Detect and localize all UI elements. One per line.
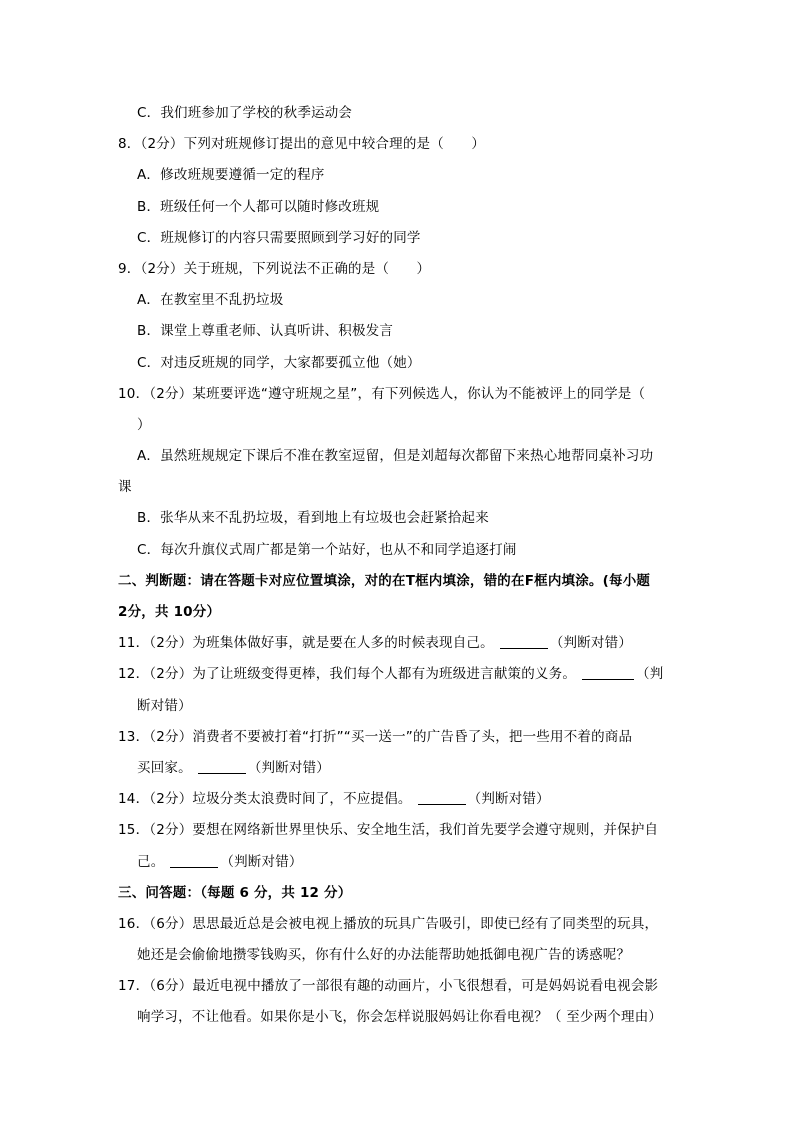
q10-stem: 10．（2分）某班要评选“遵守班规之星”，有下列候选人，你认为不能被评上的同学是（ xyxy=(118,385,646,402)
section3-heading: 三、问答题：（每题 6 分，共 12 分） xyxy=(118,884,352,901)
q14-suffix: （判断对错） xyxy=(467,791,550,808)
q13-continued xyxy=(118,753,680,784)
q10-option-c: C．每次升旗仪式周广都是第一个站好，也从不和同学追逐打闹 xyxy=(137,541,517,558)
q14-stem: 14．（2分）垃圾分类太浪费时间了，不应提倡。 xyxy=(118,791,412,808)
q13-answer-blank[interactable] xyxy=(198,759,246,774)
q14-answer-blank[interactable] xyxy=(418,790,466,805)
q14 xyxy=(118,784,680,815)
q15-continued xyxy=(118,847,680,878)
q10-option-a: A．虽然班规规定下课后不准在教室逗留，但是刘超每次都留下来热心地帮同桌补习功 xyxy=(137,448,654,465)
q11-suffix: （判断对错） xyxy=(549,635,633,652)
q16-stem-continued: 她还是会偷偷地攒零钱购买，你有什么好的办法能帮助她抵御电视广告的诱惑呢？ xyxy=(137,947,631,964)
section2-heading-continued: 2分，共 10分） xyxy=(118,604,221,620)
q8-option-a: A．修改班规要遵循一定的程序 xyxy=(137,167,325,184)
q10-option-a-continued: 课 xyxy=(118,479,132,496)
q8-option-c: C．班规修订的内容只需要照顾到学习好的同学 xyxy=(137,229,421,246)
q11-answer-blank[interactable] xyxy=(500,634,548,649)
q8-stem: 8．（2分）下列对班规修订提出的意见中较合理的是（ ） xyxy=(118,136,486,153)
q15-stem: 15．（2分）要想在网络新世界里快乐、安全地生活，我们首先要学会遵守规则，并保护自 xyxy=(118,822,659,839)
q10-option-b: B．张华从来不乱扔垃圾，看到地上有垃圾也会赶紧拾起来 xyxy=(137,510,489,527)
q9-option-c: C．对违反班规的同学，大家都要孤立他（她） xyxy=(137,354,421,371)
q7-option-c: C．我们班参加了学校的秋季运动会 xyxy=(137,105,353,121)
q12 xyxy=(118,659,680,690)
q11-stem: 11．（2分）为班集体做好事，就是要在人多的时候表现自己。 xyxy=(118,635,494,652)
q12-suffix: （判 xyxy=(636,666,664,683)
q8-option-b: B．班级任何一个人都可以随时修改班规 xyxy=(137,198,380,215)
q17-stem-continued: 响学习，不让他看。如果你是小飞，你会怎样说服妈妈让你看电视？（ 至少两个理由） xyxy=(137,1009,663,1026)
q15-answer-blank[interactable] xyxy=(170,853,218,868)
q13-suffix: （判断对错） xyxy=(247,759,331,776)
q12-stem: 12．（2分）为了让班级变得更棒，我们每个人都有为班级进言献策的义务。 xyxy=(118,666,577,683)
q13-stem: 13．（2分）消费者不要被打着“打折”“买一送一”的广告昏了头，把一些用不着的商品 xyxy=(118,728,633,745)
q9-option-b: B．课堂上尊重老师、认真听讲、积极发言 xyxy=(137,323,394,340)
section2-heading: 二、判断题：请在答题卡对应位置填涂，对的在T框内填涂，错的在F框内填涂。(每小题 xyxy=(118,572,651,589)
q12-suffix-continued: 断对错） xyxy=(137,697,192,714)
q13-stem-continued: 买回家。 xyxy=(137,759,192,776)
q9-stem: 9．（2分）关于班规，下列说法不正确的是（ ） xyxy=(118,260,431,277)
q10-stem-continued: ） xyxy=(137,416,151,433)
q11 xyxy=(118,628,680,659)
exam-page xyxy=(118,98,680,1034)
q17-stem: 17．（6分）最近电视中播放了一部很有趣的动画片，小飞很想看，可是妈妈说看电视会影 xyxy=(118,978,659,995)
q12-answer-blank[interactable] xyxy=(582,665,634,680)
q15-stem-continued: 己。 xyxy=(137,853,165,870)
q16-stem: 16．（6分）思思最近总是会被电视上播放的玩具广告吸引，即使已经有了同类型的玩具， xyxy=(118,915,659,932)
q15-suffix: （判断对错） xyxy=(220,853,303,870)
q9-option-a: A．在教室里不乱扔垃圾 xyxy=(137,292,284,309)
